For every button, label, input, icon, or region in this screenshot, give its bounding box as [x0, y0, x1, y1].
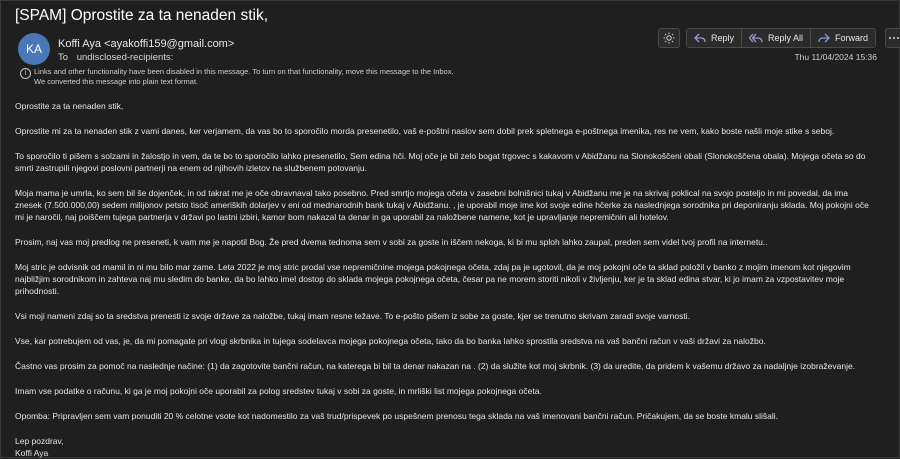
reply-all-label: Reply All	[768, 33, 804, 43]
forward-button[interactable]	[810, 28, 876, 48]
body-paragraph: Opomba: Pripravljen sem vam ponuditi 20 % celotne vsote kot nadomestilo za vaš trud/prispevek po uspešnem prenosu tega sklada na vaš imenovani bančni račun. Pričakujem, da se boste kmalu slišali.	[15, 411, 779, 421]
body-paragraph: Vse, kar potrebujem od vas, je, da mi pomagate pri vlogi skrbnika in tujega sodelavca mojega pokojnega očeta, tako da bo banka lahko sprostila sredstva na vaš bančni račun v vaši državi za naložbo.	[15, 336, 766, 346]
forward-label: Forward	[835, 33, 869, 43]
sender-address[interactable]: Koffi Aya <ayakoffi159@gmail.com>	[58, 38, 235, 50]
message-toolbar	[658, 27, 900, 49]
info-banner[interactable]	[20, 67, 620, 87]
reply-icon	[694, 33, 706, 43]
reply-all-button[interactable]	[741, 28, 810, 48]
email-body	[15, 100, 875, 459]
info-line-2: We converted this message into plain text format.	[34, 77, 199, 86]
received-date: Thu 11/04/2024 15:36	[794, 52, 877, 62]
sensitivity-button[interactable]	[658, 28, 680, 48]
reply-label: Reply	[711, 33, 735, 43]
signature-name: Koffi Aya	[15, 448, 49, 458]
forward-icon	[818, 33, 830, 43]
body-paragraph: Imam vse podatke o računu, ki ga je moj pokojni oče uporabil za polog sredstev tukaj v sobi za goste, in mrliški list mojega pokojnega očeta.	[15, 386, 542, 396]
recipients-value[interactable]: undisclosed-recipients:	[76, 52, 174, 63]
to-label: To	[58, 52, 69, 63]
body-paragraph: Častno vas prosim za pomoč na naslednje načine: (1) da zagotovite bančni račun, na katerega bi bil ta denar nakazan na . (2) da služite kot moj skrbnik. (3) da uredite, da pridem k vašemu državo za nadaljnje izobraževanje.	[15, 361, 856, 371]
more-actions-button[interactable]	[885, 28, 900, 48]
recipients-line	[58, 52, 173, 63]
reply-button-group	[686, 28, 876, 48]
body-paragraph: Prosim, naj vas moj predlog ne preseneti, k vam me je napotil Bog. Že pred dvema tednoma sem v sobi za goste in iščem nekoga, ki bi mu sploh lahko zaupal, preden sem videl tvoj profil na internetu..	[15, 237, 768, 247]
reply-button[interactable]	[686, 28, 741, 48]
body-paragraph: Oprostite mi za ta nenaden stik z vami danes, ker verjamem, da vas bo to sporočilo morda presenetilo, vaš e-poštni naslov sem dobil prek spletnega e-poštnega imenika, res ne vem, kako boste našli moje stike s seboj.	[15, 126, 835, 136]
info-icon: i	[20, 68, 31, 79]
body-paragraph: Moja mama je umrla, ko sem bil še dojenček, in od takrat me je oče obravnaval tako posebno. Pred smrtjo mojega očeta v zasebni bolnišnici tukaj v Abidžanu me je na skrivaj poklical na svojo posteljo in mi povedal, da ima znesek (7.500.000,00) sedem milijonov petsto tisoč ameriških dolarjev v eni od mednarodnih bank tukaj v Abidžanu. , je uporabil moje ime kot svoje edine hčerke za naslednjega sorodnika pri deponiranju sklada. Moj pokojni oče mi je naročil, naj poiščem tujega partnerja v državi po lastni izbiri, kamor bom nakazal ta denar in ga uporabil za naložbene namene, kot je upravljanje nepremičnin ali hotelov.	[15, 188, 869, 222]
info-line-1: Links and other functionality have been disabled in this message. To turn on that functionality, move this message to the Inbox.	[34, 67, 454, 76]
sender-avatar[interactable]: KA	[18, 33, 50, 65]
body-paragraph: Moj stric je odvisnik od mamil in ni mu bilo mar zame. Leta 2022 je moj stric prodal vse nepremičnine mojega pokojnega očeta, zdaj pa je ugotovil, da je moj pokojni oče ta sklad položil v banko z mojim imenom kot njegovim najbližjim sorodnikom in zahteva naj mu sledim do banke, da bo lahko imel dostop do sklada mojega pokojnega očeta, česar pa ne morem storiti nikoli v življenju, ker je ta sklad edina stvar, ki jo imam za vzpostavitev moje prihodnosti.	[15, 262, 851, 296]
sun-icon	[663, 32, 675, 44]
body-paragraph: Oprostite za ta nenaden stik,	[15, 101, 124, 111]
more-icon	[888, 36, 900, 40]
body-paragraph: Vsi moji nameni zdaj so ta sredstva prenesti iz svoje države za naložbe, tukaj imam resne težave. To e-pošto pišem iz sobe za goste, kjer se trenutno skrivam zaradi svoje varnosti.	[15, 311, 690, 321]
body-paragraph: To sporočilo ti pišem s solzami in žalostjo in vem, da te bo to sporočilo lahko presenetilo, Sem edina hči. Moj oče je bil zelo bogat trgovec s kakavom v Abidžanu na Slonokoščeni obali (Slonokoščena obala). Mojega očeta so do smrti zastrupili njegovi poslovni partnerji na enem od njihovih izletov na službenem potovanju.	[15, 151, 866, 173]
signature-closing: Lep pozdrav,	[15, 436, 64, 446]
email-subject: [SPAM] Oprostite za ta nenaden stik,	[15, 7, 269, 24]
reply-all-icon	[749, 33, 763, 43]
